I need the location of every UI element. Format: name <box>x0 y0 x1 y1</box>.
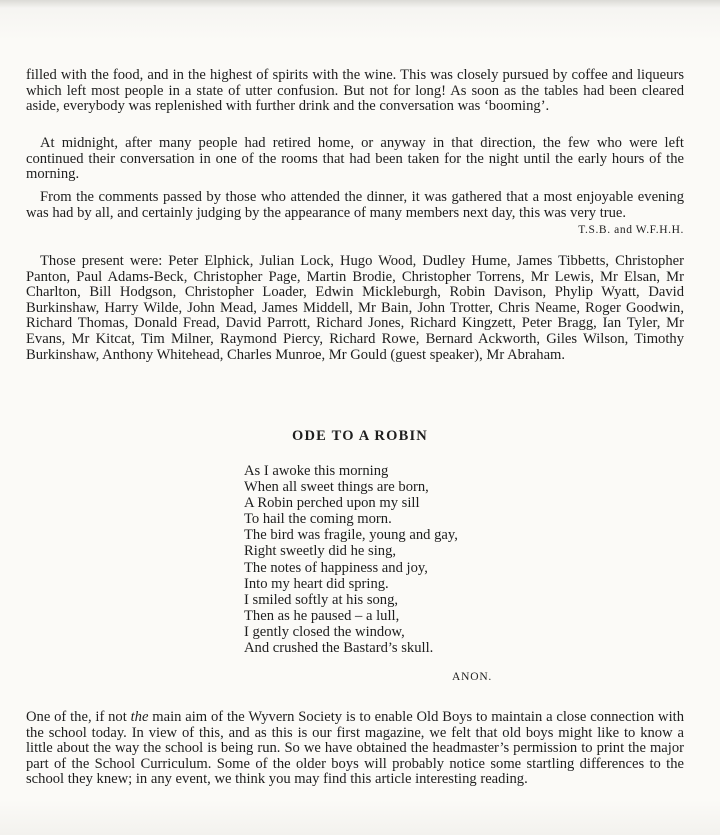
attendees-paragraph <box>26 254 684 363</box>
curriculum-intro-part-2: main aim of the Wyvern Society is to enable Old Boys to maintain a close connection with the school today. In view of this, and as this is our first magazine, we felt that old boys might like to know a little about the way the school is being run. So we have obtained the headmaster’s permission to print the major part of the School Curriculum. Some of the older boys will probably notice some startling differences to the school they knew; in any event, we think you may find this article interesting reading. <box>26 709 684 788</box>
poem-line: Right sweetly did he sing, <box>244 543 397 560</box>
poem-line: When all sweet things are born, <box>244 479 429 496</box>
dinner-paragraph-3-text: From the comments passed by those who attended the dinner, it was gathered that a most enjoyable evening was had by all, and certainly judging by the appearance of many members next day, this was very true. <box>26 189 684 221</box>
dinner-paragraph-2-text: At midnight, after many people had retired home, or anyway in that direction, the few who were left continued their conversation in one of the rooms that had been taken for the night until the early hours of the morning. <box>26 135 684 183</box>
poem-line: Into my heart did spring. <box>244 575 389 592</box>
attendees-list: Those present were: Peter Elphick, Julian Lock, Hugo Wood, Dudley Hume, James Tibbetts, Christopher Panton, Paul Adams-Beck, Christopher Page, Martin Brodie, Christopher Torrens, Mr Lewis, Mr Elsan, Mr Charlton, Bill Hodgson, Christopher Loader, Edwin Mickleburgh, Robin Davison, Phylip Wyatt, David Burkinshaw, Harry Wilde, John Mead, James Middell, Mr Bain, John Trotter, Chris Neame, Roger Goodwin, Richard Thomas, Donald Fread, David Parrott, Richard Jones, Richard Kingzett, Peter Bragg, Ian Tyler, Mr Evans, Mr Kitcat, Tim Milner, Raymond Piercy, Richard Rowe, Bernard Ackworth, Giles Wilson, Timothy Burkinshaw, Anthony Whitehead, Charles Munroe, Mr Gould (guest speaker), Mr Abraham. <box>26 253 684 363</box>
poem-line: A Robin perched upon my sill <box>244 495 420 512</box>
curriculum-intro-text <box>26 710 684 788</box>
page-top-shadow <box>0 0 720 8</box>
dinner-paragraph-2 <box>26 136 684 183</box>
poem-line: The bird was fragile, young and gay, <box>244 527 458 544</box>
dinner-paragraph-3-block <box>26 189 684 237</box>
dinner-paragraph-1 <box>26 68 684 115</box>
dinner-paragraph-1-text: filled with the food, and in the highest of spirits with the wine. This was closely pursued by coffee and liqueurs which left most people in a state of utter confusion. But not for long! As soon as the tables had been cleared aside, everybody was replenished with further drink and the conversation was ‘booming’. <box>26 67 684 115</box>
poem-title: ODE TO A ROBIN <box>292 428 428 444</box>
poem-line: Then as he paused – a lull, <box>244 607 400 624</box>
poem-line: I smiled softly at his song, <box>244 591 399 608</box>
curriculum-intro-part-1: One of the, if not <box>26 709 131 725</box>
curriculum-intro-emphasis: the <box>130 709 149 725</box>
poem-author: ANON. <box>452 671 493 683</box>
poem-line: To hail the coming morn. <box>244 511 392 528</box>
authors-signature: T.S.B. and W.F.H.H. <box>578 224 684 237</box>
curriculum-intro-paragraph <box>26 710 684 788</box>
dinner-paragraph-3 <box>26 190 684 239</box>
poem-line: As I awoke this morning <box>244 463 389 479</box>
poem-line: The notes of happiness and joy, <box>244 559 428 576</box>
poem-line: And crushed the Bastard’s skull. <box>244 640 434 657</box>
poem-line: I gently closed the window, <box>244 623 405 640</box>
poem-body <box>244 463 458 656</box>
